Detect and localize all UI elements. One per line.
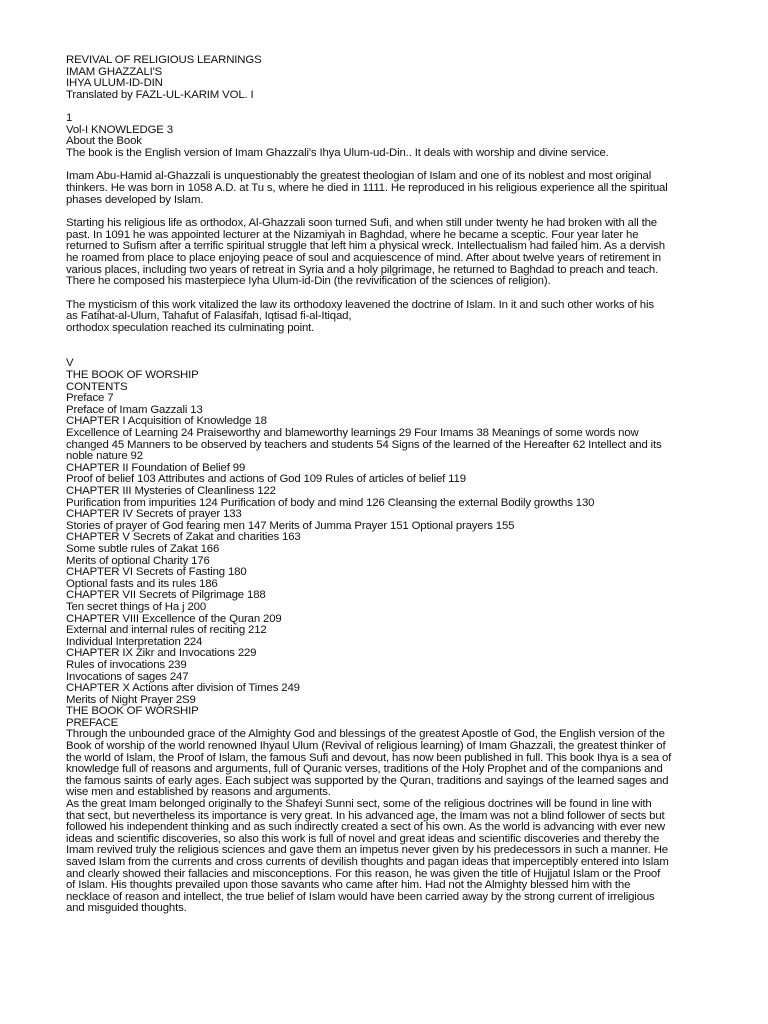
- paragraph-line: Starting his religious life as orthodox, Al-Ghazzali soon turned Sufi, and when still under twenty he had broken with all the: [66, 217, 657, 230]
- paragraph-line: returned to Sufism after a terrific spiritual struggle that left him a physical wreck. Intellectualism had failed him. As a dervish: [66, 240, 665, 253]
- contents-entry: CHAPTER III Mysteries of Cleanliness 122: [66, 485, 276, 497]
- preface-line: knowledge full of reasons and arguments, full of Quranic verses, traditions of the Holy Prophet and of the companions and: [66, 763, 663, 776]
- contents-entry: CHAPTER IV Secrets of prayer 133: [66, 508, 242, 521]
- contents-entry: External and internal rules of reciting 212: [66, 624, 267, 637]
- paragraph-line: as Fatihat-al-Ulum, Tahafut of Falasifah, Iqtisad fi-al-Itiqad,: [66, 310, 352, 323]
- preface-line: As the great Imam belonged originally to the Shafeyi Sunni sect, some of the religious doctrines will be found in line with: [66, 798, 652, 811]
- contents-entry: Purification from impurities 124 Purification of body and mind 126 Cleansing the external Bodily growths 130: [66, 496, 595, 509]
- book-heading: THE BOOK OF WORSHIP: [66, 369, 199, 382]
- preface-line: and misguided thoughts.: [66, 902, 187, 915]
- contents-entry: CHAPTER I Acquisition of Knowledge 18: [66, 415, 267, 428]
- contents-entry: Ten secret things of Ha j 200: [66, 600, 207, 613]
- paragraph-line: Imam Abu-Hamid al-Ghazzali is unquestionably the greatest theologian of Islam and one of its noblest and most original: [66, 170, 652, 183]
- preface-heading: PREFACE: [66, 716, 119, 729]
- contents-entry: CHAPTER VI Secrets of Fasting 180: [66, 566, 247, 579]
- preface-line: necklace of reason and intellect, the true belief of Islam would have been carried away by the strong current of irreligious: [66, 890, 655, 903]
- roman-numeral: V: [66, 357, 74, 370]
- contents-entry: Invocations of sages 247: [66, 670, 189, 683]
- book-translator: Translated by FAZL-UL-KARIM VOL. I: [66, 88, 254, 101]
- contents-entry: Preface 7: [66, 392, 114, 405]
- contents-entry: Stories of prayer of God fearing men 147 Merits of Jumma Prayer 151 Optional prayers 155: [66, 519, 515, 532]
- preface-line: and clearly showed their fallacies and misconceptions. For this reason, he was given the title of Hujjatul Islam or the Proof: [66, 867, 661, 880]
- book-heading-2: THE BOOK OF WORSHIP: [66, 705, 199, 718]
- contents-entry: Preface of Imam Gazzali 13: [66, 403, 203, 416]
- preface-line: the world of Islam, the Proof of Islam, the famous Sufi and devout, has now been published in full. This book Ihya is a sea of: [66, 751, 672, 764]
- paragraph-line: There he composed his masterpiece Iyha Ulum-id-Din (the revivification of the sciences of religion).: [66, 275, 551, 288]
- contents-entry: CHAPTER VII Secrets of Pilgrimage 188: [66, 589, 266, 602]
- contents-entry: CHAPTER VIII Excellence of the Quran 209: [66, 612, 282, 625]
- book-title: REVIVAL OF RELIGIOUS LEARNINGS: [66, 54, 262, 66]
- contents-entry: Excellence of Learning 24 Praiseworthy and blameworthy learnings 29 Four Imams 38 Meanings of some words now: [66, 427, 639, 440]
- preface-line: the famous saints of early ages. Each subject was supported by the Quran, traditions and sayings of the learned sages and: [66, 774, 669, 787]
- preface-line: that sect, but nevertheless its importance is very great. In his advanced age, the Imam was not a blind follower of sects but: [66, 809, 665, 822]
- paragraph-line: various places, including two years of retreat in Syria and a holy pilgrimage, he returned to Baghdad to preach and teach.: [66, 263, 659, 276]
- preface-text: [66, 729, 706, 915]
- paragraph-line: orthodox speculation reached its culminating point.: [66, 321, 315, 334]
- contents-entry: Optional fasts and its rules 186: [66, 577, 218, 590]
- contents-heading: CONTENTS: [66, 380, 128, 393]
- paragraph-line: The mysticism of this work vitalized the law its orthodoxy leavened the doctrine of Islam. In it and such other works of his: [66, 298, 654, 311]
- preface-line: Imam revived truly the religious sciences and gave them an impetus never given by his predecessors in such a manner. He: [66, 844, 668, 857]
- intro-paragraph: [66, 171, 706, 206]
- contents-entry: Rules of invocations 239: [66, 658, 187, 671]
- section-heading: Vol-I KNOWLEDGE 3: [66, 123, 173, 136]
- contents-entry: CHAPTER IX Zikr and Invocations 229: [66, 647, 257, 660]
- paragraph-line: phases developed by Islam.: [66, 193, 204, 206]
- contents-entry: Merits of optional Charity 176: [66, 554, 210, 567]
- preface-line: Through the unbounded grace of the Almighty God and blessings of the greatest Apostle of God, the English version of the: [66, 728, 665, 741]
- document-page: [66, 55, 706, 915]
- intro-paragraph: [66, 300, 706, 335]
- contents-entry: CHAPTER X Actions after division of Times 249: [66, 682, 300, 695]
- intro-paragraph: [66, 218, 706, 288]
- contents-entry: Individual Interpretation 224: [66, 635, 203, 648]
- contents-entry: changed 45 Manners to be observed by teachers and students 54 Signs of the learned of the Hereafter 62 Intellect and its: [66, 438, 662, 451]
- contents-entry: CHAPTER V Secrets of Zakat and charities 163: [66, 531, 301, 544]
- preface-line: wise men and established by reasons and arguments.: [66, 786, 331, 799]
- preface-line: of Islam. His thoughts prevailed upon those savants who came after him. Had not the Almighty blessed him with the: [66, 879, 631, 892]
- contents-entry: Merits of Night Prayer 2S9: [66, 693, 196, 706]
- paragraph-line: past. In 1091 he was appointed lecturer at the Nizamiyah in Baghdad, where he became a sceptic. Four year later he: [66, 228, 639, 241]
- paragraph-line: thinkers. He was born in 1058 A.D. at Tu s, where he died in 1111. He reproduced in his religious experience all the spiritual: [66, 181, 668, 194]
- preface-line: saved Islam from the currents and cross currents of devilish thoughts and pagan ideas that imperceptibly entered into Islam: [66, 856, 669, 868]
- book-work-title: IHYA ULUM-ID-DIN: [66, 77, 163, 90]
- page-number: 1: [66, 111, 73, 124]
- contents-entry: noble nature 92: [66, 450, 143, 463]
- contents-entry: Proof of belief 103 Attributes and actions of God 109 Rules of articles of belief 119: [66, 473, 466, 486]
- book-author: IMAM GHAZZALI'S: [66, 65, 163, 78]
- paragraph-line: he roamed from place to place enjoying peace of soul and acquiescence of mind. After about twelve years of retirement in: [66, 251, 661, 264]
- about-line: The book is the English version of Imam Ghazzali's Ihya Ulum-ud-Din.. It deals with worship and divine service.: [66, 146, 609, 159]
- intro-section: [66, 159, 706, 334]
- preface-line: ideas and scientific discoveries, so also this work is full of novel and great ideas and scientific discoveries and thereby the: [66, 832, 660, 845]
- preface-line: Book of worship of the world renowned Ihyaul Ulum (Revival of religious learning) of Imam Ghazzali, the greatest thinker of: [66, 740, 666, 753]
- contents-entry: CHAPTER II Foundation of Belief 99: [66, 461, 246, 474]
- contents-list: [66, 393, 706, 706]
- about-text: [66, 148, 706, 160]
- about-heading: About the Book: [66, 135, 142, 148]
- contents-entry: Some subtle rules of Zakat 166: [66, 542, 220, 555]
- preface-line: followed his independent thinking and as such indirectly created a sect of his own. As the world is advancing with ever new: [66, 821, 665, 834]
